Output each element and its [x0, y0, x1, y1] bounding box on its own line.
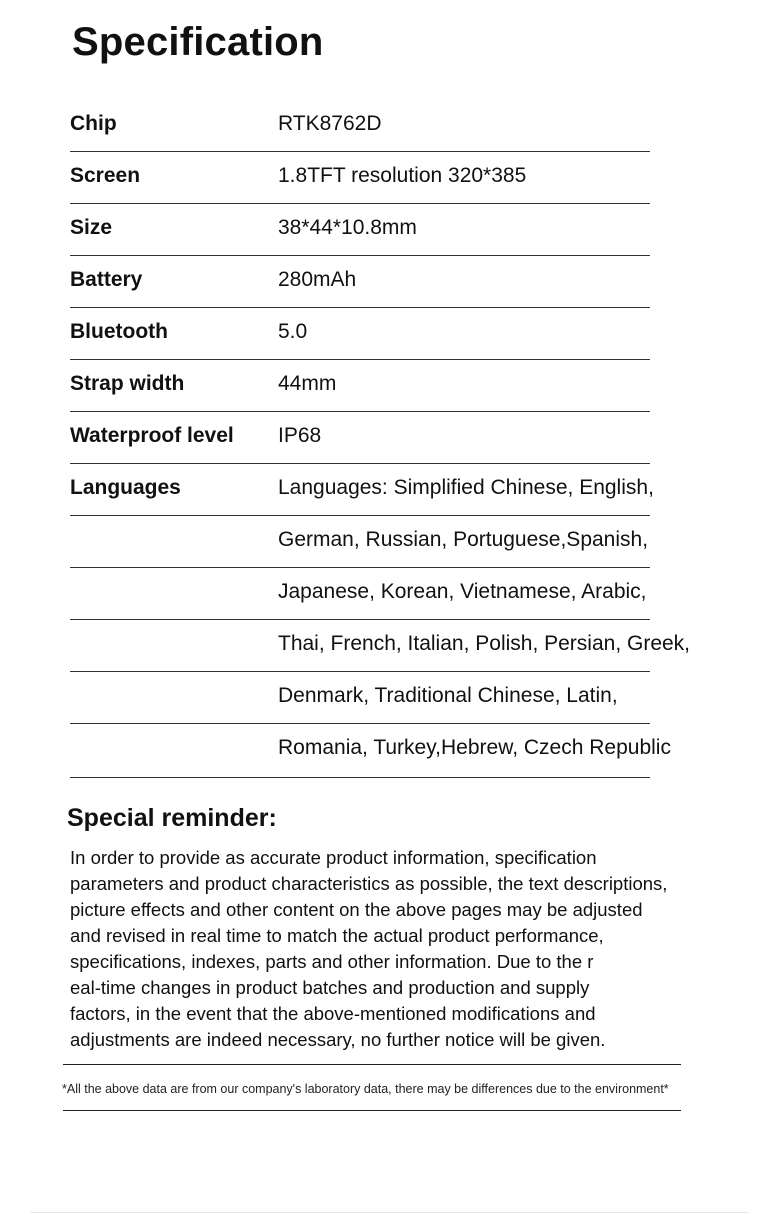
spec-row-languages-cont [70, 568, 650, 620]
spec-value: RTK8762D [278, 112, 382, 135]
spec-value: German, Russian, Portuguese,Spanish, [278, 528, 649, 551]
reminder-line: eal-time changes in product batches and production and supply [70, 977, 590, 998]
spec-row-languages-cont [70, 620, 691, 672]
spec-row-bluetooth [70, 308, 650, 360]
spec-value: Romania, Turkey,Hebrew, Czech Republic [278, 736, 671, 759]
divider [63, 1110, 681, 1111]
spec-row-languages-cont [70, 724, 671, 778]
reminder-line: parameters and product characteristics as possible, the text descriptions, [70, 873, 668, 894]
spec-row-size [70, 204, 650, 256]
spec-value: 38*44*10.8mm [278, 216, 417, 239]
spec-label: Chip [70, 112, 117, 135]
spec-row-languages-cont [70, 672, 650, 724]
spec-value: Japanese, Korean, Vietnamese, Arabic, [278, 580, 647, 603]
spec-row-languages-cont [70, 516, 650, 568]
spec-value: Thai, French, Italian, Polish, Persian, Greek, [278, 632, 691, 655]
spec-row-chip [70, 100, 650, 152]
divider [63, 1064, 681, 1065]
spec-label: Languages [70, 476, 181, 499]
spec-row-waterproof [70, 412, 650, 464]
footnote: *All the above data are from our company's laboratory data, there may be differences due to the environment* [62, 1082, 669, 1096]
spec-row-strap-width [70, 360, 650, 412]
spec-row-battery [70, 256, 650, 308]
spec-value: 280mAh [278, 268, 357, 291]
spec-value: 5.0 [278, 320, 308, 343]
spec-value: Denmark, Traditional Chinese, Latin, [278, 684, 618, 707]
reminder-line: picture effects and other content on the above pages may be adjusted [70, 899, 643, 920]
spec-table [70, 100, 691, 778]
reminder-line: In order to provide as accurate product information, specification [70, 847, 597, 868]
spec-row-screen [70, 152, 650, 204]
spec-value: Languages: Simplified Chinese, English, [278, 476, 654, 499]
spec-label: Size [70, 216, 113, 239]
spec-label: Battery [70, 268, 143, 291]
divider [30, 1212, 749, 1213]
page-title: Specification [72, 20, 324, 64]
spec-row-languages [70, 464, 654, 516]
reminder-title: Special reminder: [67, 804, 277, 832]
reminder-line: factors, in the event that the above-mentioned modifications and [70, 1003, 596, 1024]
reminder-line: specifications, indexes, parts and other information. Due to the r [70, 951, 594, 972]
reminder-body [70, 845, 730, 1053]
spec-value: 44mm [278, 372, 337, 395]
spec-label: Strap width [70, 372, 185, 395]
spec-value: IP68 [278, 424, 322, 447]
spec-label: Bluetooth [70, 320, 168, 343]
reminder-line: and revised in real time to match the actual product performance, [70, 925, 604, 946]
spec-value: 1.8TFT resolution 320*385 [278, 164, 527, 187]
spec-label: Screen [70, 164, 141, 187]
spec-label: Waterproof level [70, 424, 234, 447]
reminder-line: adjustments are indeed necessary, no further notice will be given. [70, 1029, 606, 1050]
